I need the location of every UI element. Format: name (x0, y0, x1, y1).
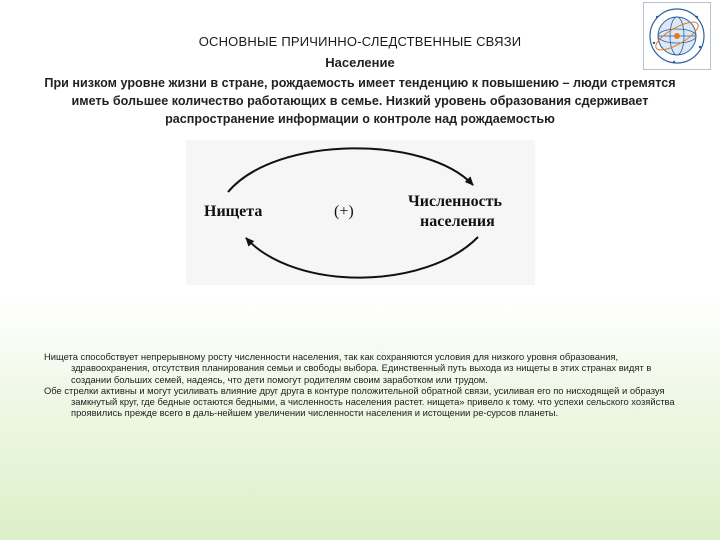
paragraph-poverty: Нищета способствует непрерывному росту численности населения, так как сохраняются условия для низкого уровня образования, здравоохранения, отсутствия планирования семьи и свободы выбора. Единственный путь выхода из нищеты в этих странах видят в создании больших семей, надеясь, что дети помогут родителям своим заработком или трудом. (44, 351, 652, 385)
node-population-line2: населения (420, 213, 495, 230)
arrow-poverty-to-population (228, 148, 473, 192)
node-poverty: Нищета (204, 203, 263, 220)
explanation-text (38, 351, 686, 419)
loop-polarity-label: (+) (334, 203, 354, 220)
slide-subtitle: Население (325, 55, 395, 70)
institute-logo (643, 2, 711, 70)
globe-logo-icon (644, 3, 710, 69)
lead-paragraph: При низком уровне жизни в стране, рождаемость имеет тенденцию к повышению – люди стремятся иметь большее количество работающих в семье. Низкий уровень образования сдерживает распространение информации о контроле над рождаемостью (44, 76, 676, 126)
paragraph-feedback: Обе стрелки активны и могут усиливать влияние друг друга в контуре положительной обратной связи, усиливая его по нисходящей и образуя замкнутый круг, где бедные остаются бедными, а численность населения растет. нищета» привело к тому. что успехи сельского хозяйства проявились прежде всего в даль-нейшем увеличении численности населения и истощении ре-сурсов планеты. (44, 384, 675, 419)
node-population-line1: Численность (408, 193, 502, 210)
slide-title: ОСНОВНЫЕ ПРИЧИННО-СЛЕДСТВЕННЫЕ СВЯЗИ (198, 34, 522, 49)
causal-loop-diagram (186, 140, 535, 285)
arrow-population-to-poverty (246, 237, 478, 278)
